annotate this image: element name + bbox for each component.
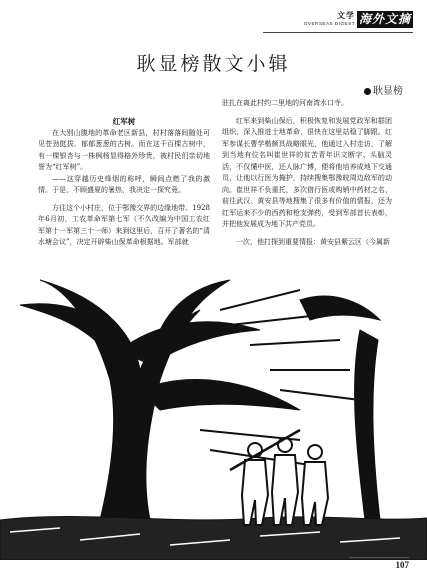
- paragraph: 在大别山腹地的革命老区新县，村村落落间随处可见苍劲挺拔、郁郁葱葱的古树。而在这千百棵古树中，有一棵银杏与一株枫杨显得格外珍贵，被村民们亲切地誉为“红军树”。: [38, 128, 210, 171]
- paragraph: 红军来到柴山保后，积极恢复和发展党政军和群团组织，深入推进土地革命，很快在这里站稳了脚跟。红军参谋长曹学楷颇具战略眼光，他通过入村走访，了解到当地有位名叫崔世祥的贫苦青年识文断字、头脑灵活，不仅懂中医，还人脉广博，便将他培养成地下交通员，让他以行医为掩护，持续搜集鄂豫皖周边敌军的动向。崔世祥不负重托，多次借行医或购销中药材之名，前往武汉、黄安县等地搜集了很多有价值的情报，还为红军运来不少的西药和枪支弹药，受到军部首长表彰，并把他发展成为地下共产党员。: [222, 116, 392, 228]
- right-column: [222, 98, 392, 248]
- page-number: 107: [395, 560, 409, 570]
- author-byline: [364, 82, 403, 97]
- author-name: 耿显榜: [373, 86, 403, 97]
- paragraph: 一次，他打探到重要情报：黄安县紫云区（今属新: [236, 237, 390, 246]
- paragraph: 方往这个小村庄，位于鄂豫交界的边缘地带。1928年6月初，工农革命军第七军（不久改编为中国工农红军第十一军第三十一师）来到这里后，召开了著名的“清水塘会议”，决定开辟柴山保革命根据地。军部就: [38, 203, 210, 246]
- footer-rule: [349, 557, 409, 558]
- paragraph: ——这穿越历史烽烟的称呼，瞬间点燃了我的激情。于是，不顾盛夏的暑热，我决定一探究竟。: [38, 174, 210, 194]
- left-column: [38, 116, 210, 249]
- section-heading: 红军树: [112, 117, 136, 126]
- masthead-divider: [263, 32, 413, 33]
- bullet-dot-icon: [364, 88, 371, 95]
- paragraph: 驻扎在离此村约二里地的河南湾水口寺。: [222, 99, 348, 107]
- magazine-logo: 海外文摘: [358, 12, 411, 26]
- masthead-section-label: 文学: [337, 10, 355, 20]
- magazine-masthead: [263, 10, 413, 48]
- article-title: 耿显榜散文小辑: [136, 53, 291, 75]
- masthead-english-label: OVERSEAS DIGEST: [303, 21, 355, 26]
- forest-soldiers-woodcut-illustration: [0, 270, 427, 560]
